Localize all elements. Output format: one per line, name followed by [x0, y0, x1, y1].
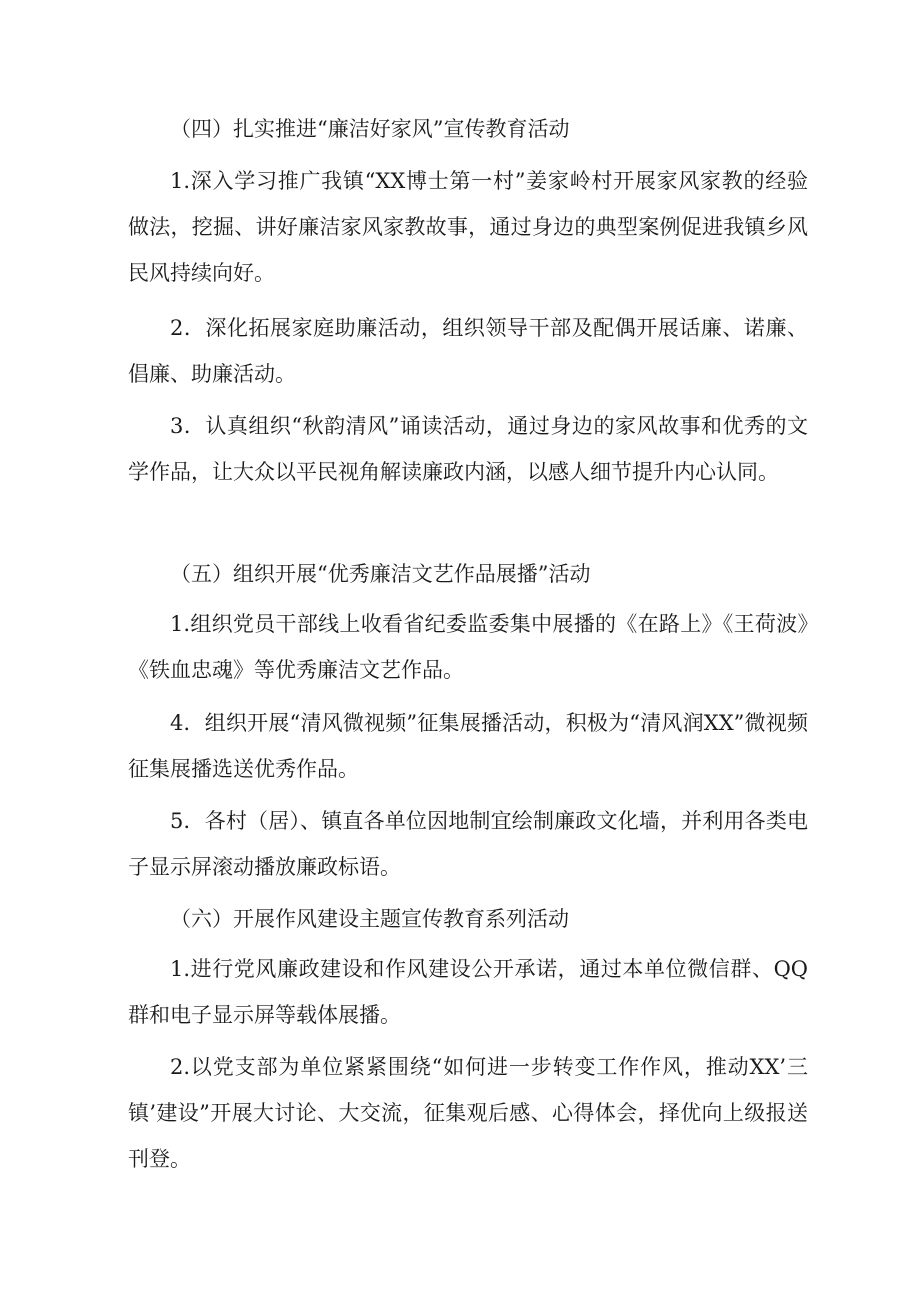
paragraph-4-2: 2．深化拓展家庭助廉活动，组织领导干部及配偶开展话廉、诺廉、倡廉、助廉活动。: [128, 316, 808, 386]
section-heading-5: （五）组织开展“优秀廉洁文艺作品展播”活动: [170, 562, 591, 586]
paragraph-6-1: 1.进行党风廉政建设和作风建设公开承诺，通过本单位微信群、QQ群和电子显示屏等载体展播。: [128, 957, 808, 1027]
paragraph-5-5: 5．各村（居）、镇直各单位因地制宜绘制廉政文化墙，并利用各类电子显示屏滚动播放廉政标语。: [128, 809, 808, 879]
paragraph-4-1: 1.深入学习推广我镇“XX博士第一村”姜家岭村开展家风家教的经验做法，挖掘、讲好廉洁家风家教故事，通过身边的典型案例促进我镇乡风民风持续向好。: [128, 169, 808, 285]
paragraph-5-4: 4．组织开展“清风微视频”征集展播活动，积极为“清风润XX”微视频征集展播选送优秀作品。: [128, 711, 808, 781]
paragraph-5-1: 1.组织党员干部线上收看省纪委监委集中展播的《在路上》《王荷波》《铁血忠魂》等优秀廉洁文艺作品。: [128, 612, 808, 682]
paragraph-6-2: 2.以党支部为单位紧紧围绕“如何进一步转变工作作风，推动XX’三镇’建设”开展大讨论、大交流，征集观后感、心得体会，择优向上级报送刊登。: [128, 1055, 808, 1171]
paragraph-4-3: 3．认真组织“秋韵清风”诵读活动，通过身边的家风故事和优秀的文学作品，让大众以平民视角解读廉政内涵，以感人细节提升内心认同。: [128, 414, 808, 484]
section-heading-4: （四）扎实推进“廉洁好家风”宣传教育活动: [170, 117, 570, 141]
section-heading-6: （六）开展作风建设主题宣传教育系列活动: [170, 907, 569, 931]
